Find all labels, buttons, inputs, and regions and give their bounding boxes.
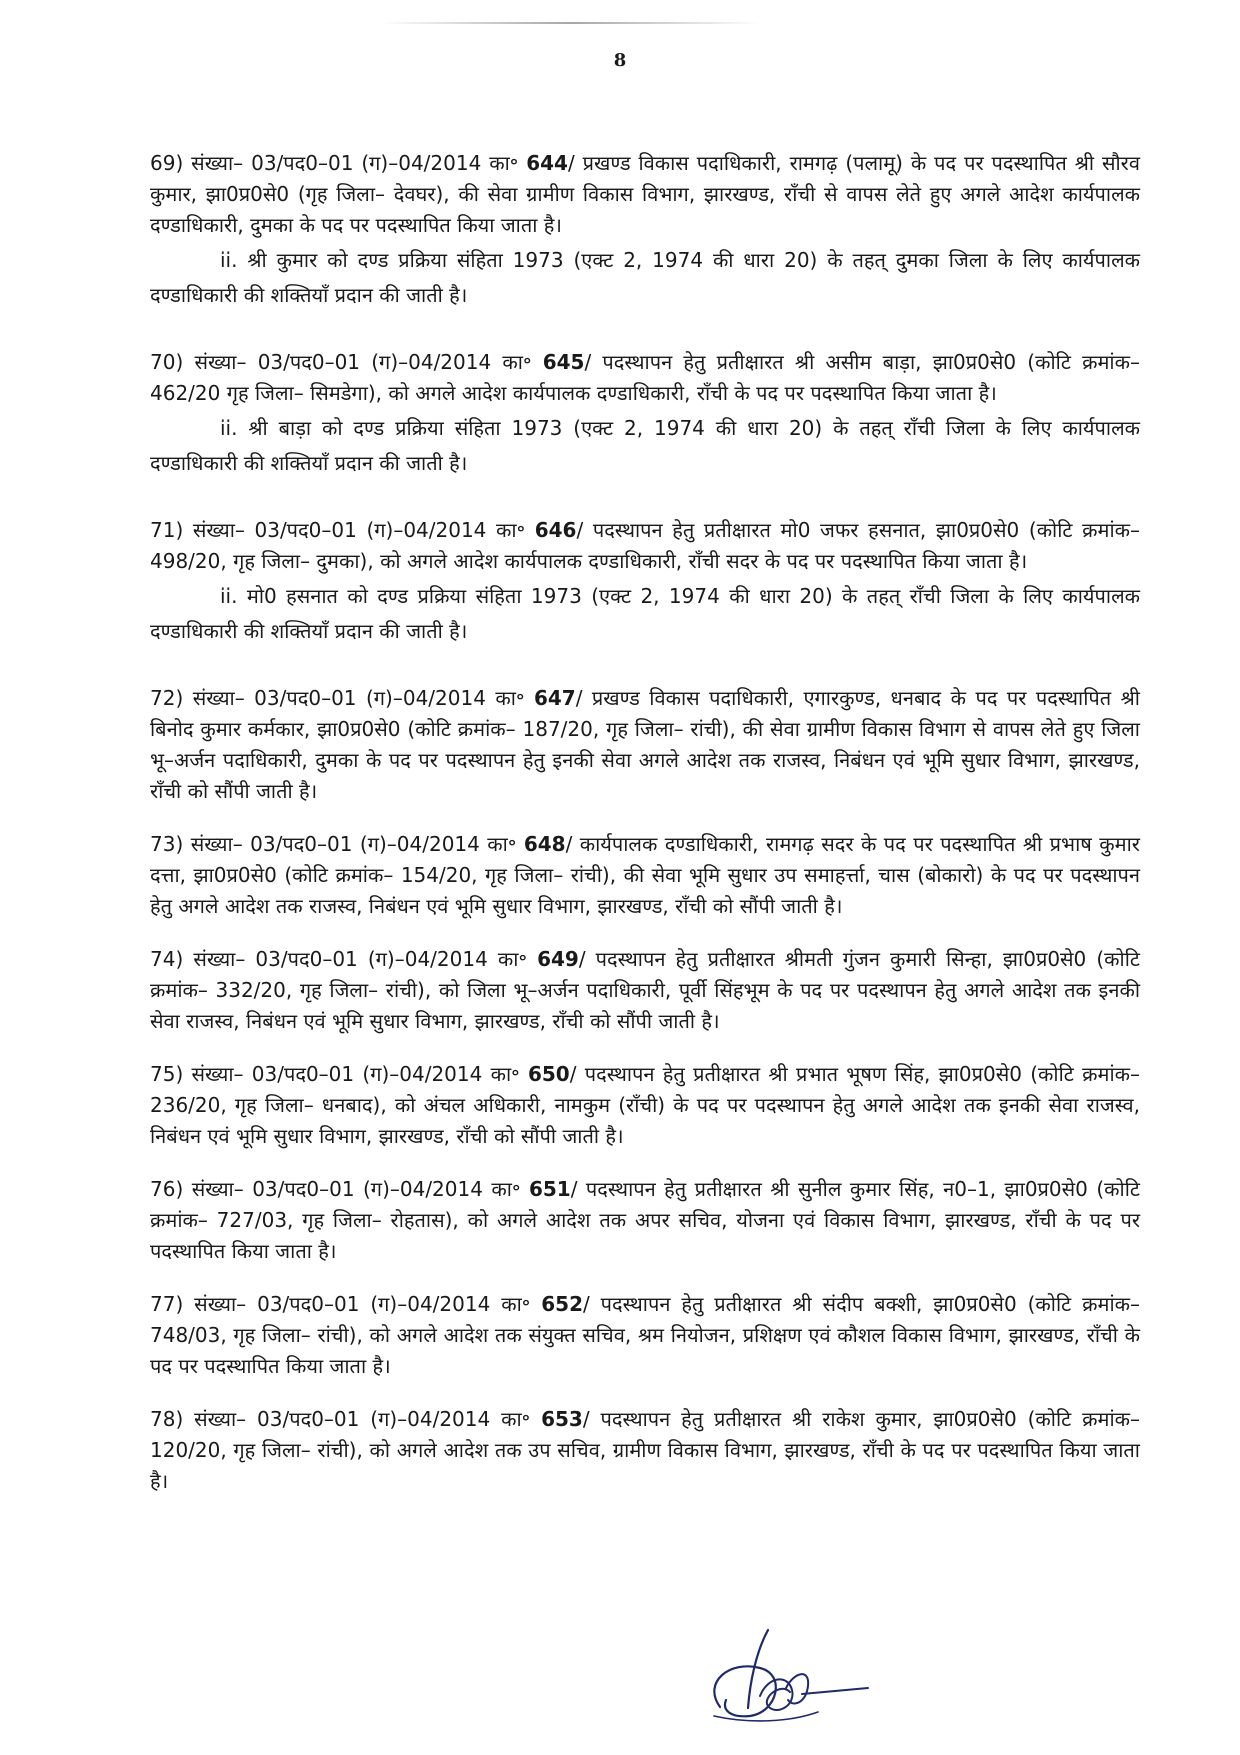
order-number: 651 <box>528 1177 571 1201</box>
order-sub-clause: ii. श्री कुमार को दण्ड प्रक्रिया संहिता 1973 (एक्ट 2, 1974 की धारा 20) के तहत् दुमका जिला के लिए कार्यपालक दण्डाधिकारी की शक्तियाँ प्रदान की जाती है। <box>150 248 1140 307</box>
order-number: 649 <box>537 947 579 971</box>
order-paragraph: 72) संख्या– 03/पद0–01 (ग)–04/2014 का॰ 647/ प्रखण्ड विकास पदाधिकारी, एगारकुण्ड, धनबाद के पद पर पदस्थापित श्री बिनोद कुमार कर्मकार, झा0प्र0से0 (कोटि क्रमांक– 187/20, गृह जिला– रांची), की सेवा ग्रामीण विकास विभाग से वापस लेते हुए जिला भू–अर्जन पदाधिकारी, दुमका के पद पर पदस्थापन हेतु इनकी सेवा अगले आदेश तक राजस्व, निबंधन एवं भूमि सुधार विभाग, झारखण्ड, राँची को सौंपी जाती है। <box>150 686 1140 803</box>
order-paragraph: 74) संख्या– 03/पद0–01 (ग)–04/2014 का॰ 649/ पदस्थापन हेतु प्रतीक्षारत श्रीमती गुंजन कुमारी सिन्हा, झा0प्र0से0 (कोटि क्रमांक– 332/20, गृह जिला– रांची), को जिला भू–अर्जन पदाधिकारी, पूर्वी सिंहभूम के पद पर पदस्थापन हेतु अगले आदेश तक इनकी सेवा राजस्व, निबंधन एवं भूमि सुधार विभाग, झारखण्ड, राँची को सौंपी जाती है। <box>150 947 1140 1033</box>
order-paragraph: 76) संख्या– 03/पद0–01 (ग)–04/2014 का॰ 651/ पदस्थापन हेतु प्रतीक्षारत श्री सुनील कुमार सिंह, न0–1, झा0प्र0से0 (कोटि क्रमांक– 727/03, गृह जिला– रोहतास), को अगले आदेश तक अपर सचिव, योजना एवं विकास विभाग, झारखण्ड, राँची के पद पर पदस्थापित किया जाता है। <box>150 1177 1140 1263</box>
order-entry-73 <box>150 829 1140 922</box>
top-divider <box>380 22 760 24</box>
order-entry-72 <box>150 683 1140 807</box>
order-entry-69 <box>150 148 1140 313</box>
order-sub-clause: ii. मो0 हसनात को दण्ड प्रक्रिया संहिता 1973 (एक्ट 2, 1974 की धारा 20) के तहत् राँची जिला के लिए कार्यपालक दण्डाधिकारी की शक्तियाँ प्रदान की जाती है। <box>150 584 1140 643</box>
order-entry-78 <box>150 1404 1140 1497</box>
order-number: 648 <box>523 832 566 856</box>
page-number: 8 <box>613 50 627 71</box>
order-entry-77 <box>150 1289 1140 1382</box>
order-number: 650 <box>527 1062 570 1086</box>
order-entry-76 <box>150 1174 1140 1267</box>
order-number: 652 <box>541 1292 583 1316</box>
order-number: 644 <box>526 151 568 175</box>
order-paragraph: 78) संख्या– 03/पद0–01 (ग)–04/2014 का॰ 653/ पदस्थापन हेतु प्रतीक्षारत श्री राकेश कुमार, झा0प्र0से0 (कोटि क्रमांक– 120/20, गृह जिला– रांची), को अगले आदेश तक उप सचिव, ग्रामीण विकास विभाग, झारखण्ड, राँची के पद पर पदस्थापित किया जाता है। <box>150 1407 1140 1493</box>
order-number: 646 <box>534 518 577 542</box>
order-paragraph: 77) संख्या– 03/पद0–01 (ग)–04/2014 का॰ 652/ पदस्थापन हेतु प्रतीक्षारत श्री संदीप बक्शी, झा0प्र0से0 (कोटि क्रमांक– 748/03, गृह जिला– रांची), को अगले आदेश तक संयुक्त सचिव, श्रम नियोजन, प्रशिक्षण एवं कौशल विकास विभाग, झारखण्ड, राँची के पद पर पदस्थापित किया जाता है। <box>150 1292 1140 1378</box>
order-entry-74 <box>150 944 1140 1037</box>
order-number: 645 <box>542 350 585 374</box>
order-paragraph: 75) संख्या– 03/पद0–01 (ग)–04/2014 का॰ 650/ पदस्थापन हेतु प्रतीक्षारत श्री प्रभात भूषण सिंह, झा0प्र0से0 (कोटि क्रमांक– 236/20, गृह जिला– धनबाद), को अंचल अधिकारी, नामकुम (राँची) के पद पर पदस्थापन हेतु अगले आदेश तक इनकी सेवा राजस्व, निबंधन एवं भूमि सुधार विभाग, झारखण्ड, राँची को सौंपी जाती है। <box>150 1062 1140 1148</box>
order-paragraph: 73) संख्या– 03/पद0–01 (ग)–04/2014 का॰ 648/ कार्यपालक दण्डाधिकारी, रामगढ़ सदर के पद पर पदस्थापित श्री प्रभाष कुमार दत्ता, झा0प्र0से0 (कोटि क्रमांक– 154/20, गृह जिला– रांची), की सेवा भूमि सुधार उप समाहर्त्ता, चास (बोकारो) के पद पर पदस्थापन हेतु अगले आदेश तक राजस्व, निबंधन एवं भूमि सुधार विभाग, झारखण्ड, राँची को सौंपी जाती है। <box>150 832 1140 918</box>
order-entry-71 <box>150 515 1140 649</box>
order-paragraph: 69) संख्या– 03/पद0–01 (ग)–04/2014 का॰ 644/ प्रखण्ड विकास पदाधिकारी, रामगढ़ (पलामू) के पद पर पदस्थापित श्री सौरव कुमार, झा0प्र0से0 (गृह जिला– देवघर), की सेवा ग्रामीण विकास विभाग, झारखण्ड, राँची से वापस लेते हुए अगले आदेश कार्यपालक दण्डाधिकारी, दुमका के पद पर पदस्थापित किया जाता है। <box>150 151 1140 237</box>
order-list <box>150 148 1140 1519</box>
order-sub-clause: ii. श्री बाड़ा को दण्ड प्रक्रिया संहिता 1973 (एक्ट 2, 1974 की धारा 20) के तहत् राँची जिला के लिए कार्यपालक दण्डाधिकारी की शक्तियाँ प्रदान की जाती है। <box>150 416 1140 475</box>
order-entry-70 <box>150 347 1140 481</box>
order-paragraph: 71) संख्या– 03/पद0–01 (ग)–04/2014 का॰ 646/ पदस्थापन हेतु प्रतीक्षारत मो0 जफर हसनात, झा0प्र0से0 (कोटि क्रमांक– 498/20, गृह जिला– दुमका), को अगले आदेश कार्यपालक दण्डाधिकारी, राँची सदर के पद पर पदस्थापित किया जाता है। <box>150 518 1140 573</box>
order-paragraph: 70) संख्या– 03/पद0–01 (ग)–04/2014 का॰ 645/ पदस्थापन हेतु प्रतीक्षारत श्री असीम बाड़ा, झा0प्र0से0 (कोटि क्रमांक– 462/20 गृह जिला– सिमडेगा), को अगले आदेश कार्यपालक दण्डाधिकारी, राँची के पद पर पदस्थापित किया जाता है। <box>150 350 1140 405</box>
order-number: 647 <box>533 686 576 710</box>
signature-icon <box>690 1612 880 1732</box>
order-number: 653 <box>541 1407 583 1431</box>
order-entry-75 <box>150 1059 1140 1152</box>
